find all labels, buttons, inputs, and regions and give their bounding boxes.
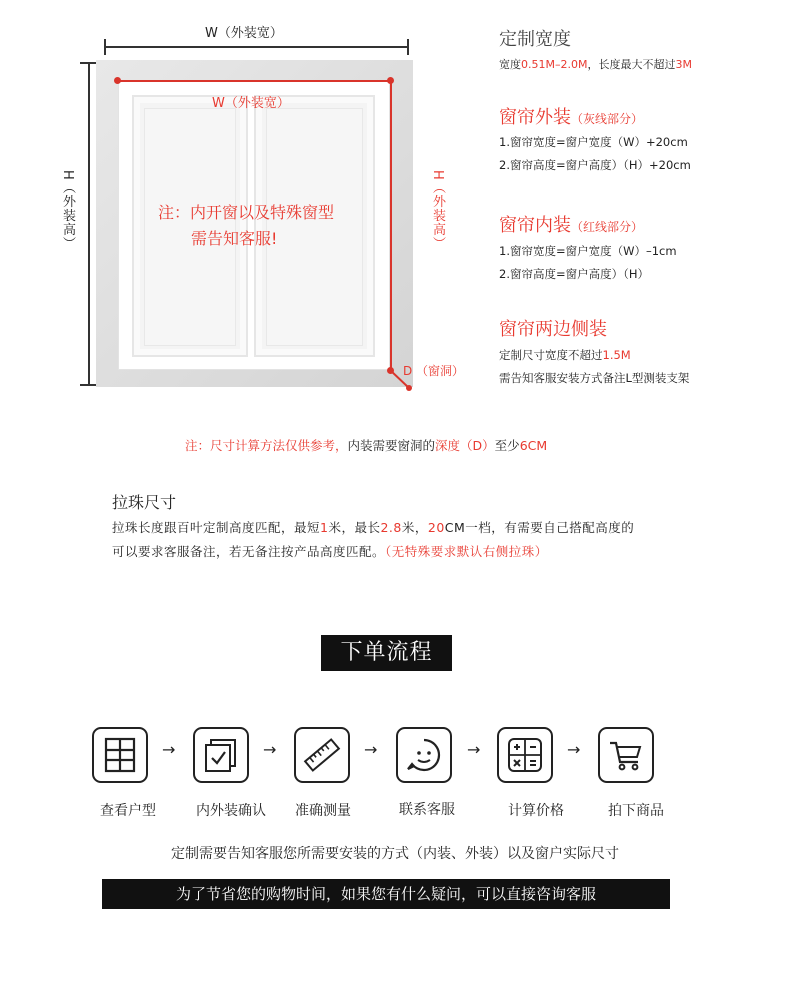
- flow-arrow-1: →: [162, 740, 176, 759]
- outer-height-label: H（外装高）: [60, 170, 75, 251]
- inner-width-line: [118, 80, 390, 82]
- order-flow-banner: 下单流程: [321, 635, 452, 671]
- window-grid-icon: [92, 727, 148, 783]
- inner-install-line1: 1.窗帘宽度=窗户宽度（W）–1cm: [499, 244, 677, 258]
- step-label-5: 计算价格: [508, 803, 564, 819]
- width-title: 定制宽度: [499, 29, 571, 50]
- special-window-note: [158, 200, 334, 252]
- pull-line2-default: （无特殊要求默认右侧拉珠）: [385, 544, 548, 559]
- width-sub-range: 0.51M–2.0M: [521, 58, 588, 71]
- side-install-line1: [499, 347, 631, 363]
- width-sub-c: ，长度最大不超过: [587, 58, 676, 71]
- side-line1-text: 定制尺寸宽度不超过: [499, 348, 603, 362]
- step-label-6: 拍下商品: [608, 803, 664, 819]
- outer-install-line1: 1.窗帘宽度=窗户宽度（W）+20cm: [499, 135, 688, 149]
- inner-height-line: [390, 80, 392, 371]
- inner-width-dot-left: [114, 77, 121, 84]
- pull-line1-min: 1: [320, 520, 329, 535]
- pull-line1-c: 米，最长: [328, 520, 381, 535]
- calc-note-min: 6CM: [519, 438, 548, 453]
- outer-width-tick-left: [104, 39, 106, 55]
- outer-install-line2: 2.窗帘高度=窗户高度）（H）+20cm: [499, 158, 691, 172]
- calc-note-d: 至少: [494, 438, 520, 453]
- inner-width-label: W（外装宽）: [212, 96, 290, 111]
- pull-line1-e: 米，: [401, 520, 428, 535]
- side-line1-max: 1.5M: [602, 348, 631, 362]
- side-install-title: 窗帘两边侧装: [499, 319, 607, 340]
- special-window-note-line2: 需告知客服!: [191, 229, 278, 248]
- pull-bead-line1: [112, 518, 634, 536]
- check-window-icon: [193, 727, 249, 783]
- depth-label: D （窗洞）: [403, 364, 465, 378]
- outer-install-title: 窗帘外装: [499, 107, 571, 128]
- calculator-icon: [497, 727, 553, 783]
- flow-arrow-5: →: [567, 740, 581, 759]
- calc-note-b: 内装需要窗洞的: [347, 438, 436, 453]
- pull-line2-a: 可以要求客服备注，若无备注按产品高度匹配。: [112, 544, 386, 559]
- width-subtitle: [499, 56, 692, 72]
- ruler-icon: [294, 727, 350, 783]
- width-sub-max: 3M: [675, 58, 692, 71]
- flow-arrow-4: →: [467, 740, 481, 759]
- inner-install-title: 窗帘内装: [499, 215, 571, 236]
- inner-install-note: （红线部分）: [571, 220, 644, 234]
- outer-width-label: W（外装宽）: [205, 26, 283, 41]
- outer-width-line: [104, 46, 409, 48]
- pull-line1-max: 2.8: [380, 520, 402, 535]
- width-sub-a: 宽度: [499, 58, 521, 71]
- step-label-3: 准确测量: [295, 803, 351, 819]
- step-label-1: 查看户型: [100, 803, 156, 819]
- pull-bead-line2: [112, 542, 548, 560]
- special-window-note-line1: 注：内开窗以及特殊窗型: [158, 203, 335, 222]
- step-label-2: 内外装确认: [196, 803, 266, 819]
- install-method-note: 定制需要告知客服您所需要安装的方式（内装、外装）以及窗户实际尺寸: [171, 846, 619, 862]
- inner-install-line2: 2.窗帘高度=窗户高度）（H）: [499, 267, 650, 281]
- calc-note: [185, 436, 547, 454]
- calc-note-a: 注：尺寸计算方法仅供参考，: [185, 438, 348, 453]
- inner-height-label: H（外装高）: [430, 170, 445, 251]
- contact-service-banner: 为了节省您的购物时间，如果您有什么疑问，可以直接咨询客服: [102, 879, 670, 909]
- outer-install-heading: [499, 103, 643, 129]
- outer-height-line: [88, 62, 90, 386]
- step-label-4: 联系客服: [399, 802, 455, 818]
- pull-line1-step: 20: [427, 520, 445, 535]
- outer-width-tick-right: [407, 39, 409, 55]
- pull-line1-g: CM一档，有需要自己搭配高度的: [444, 520, 635, 535]
- inner-install-heading: [499, 211, 643, 237]
- calc-note-depth: 深度（D）: [435, 438, 495, 453]
- outer-install-note: （灰线部分）: [571, 112, 644, 126]
- flow-arrow-2: →: [263, 740, 277, 759]
- side-install-line2: 需告知客服安装方式备注L型测装支架: [499, 371, 690, 385]
- chat-face-icon: [396, 727, 452, 783]
- flow-arrow-3: →: [364, 740, 378, 759]
- shopping-cart-icon: [598, 727, 654, 783]
- pull-bead-title: 拉珠尺寸: [112, 493, 177, 512]
- pull-line1-a: 拉珠长度跟百叶定制高度匹配，最短: [112, 520, 321, 535]
